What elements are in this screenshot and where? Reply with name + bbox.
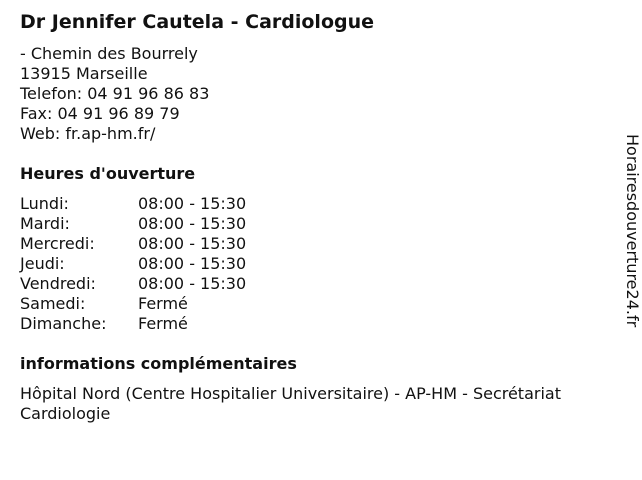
day-hours: 08:00 - 15:30 <box>138 234 247 253</box>
day-hours: Fermé <box>138 314 188 333</box>
hours-row <box>20 214 246 234</box>
hours-row <box>20 254 246 274</box>
day-label: Samedi: <box>20 294 86 313</box>
day-label: Mercredi: <box>20 234 95 253</box>
opening-hours-table <box>20 194 246 334</box>
contact-block <box>20 44 209 144</box>
day-hours: 08:00 - 15:30 <box>138 194 247 213</box>
additional-info-text: Hôpital Nord (Centre Hospitalier Universitaire) - AP-HM - Secrétariat Cardiologie <box>20 384 561 423</box>
hours-row <box>20 194 246 214</box>
fax-number: Fax: 04 91 96 89 79 <box>20 104 180 123</box>
phone-number: Telefon: 04 91 96 86 83 <box>20 84 210 103</box>
day-label: Lundi: <box>20 194 69 213</box>
website: Web: fr.ap-hm.fr/ <box>20 124 156 143</box>
site-brand-watermark: Horairesdouverture24.fr <box>623 134 642 328</box>
day-hours: 08:00 - 15:30 <box>138 214 247 233</box>
day-label: Jeudi: <box>20 254 65 273</box>
hours-row <box>20 294 246 314</box>
city-postcode: 13915 Marseille <box>20 64 148 83</box>
hours-row <box>20 314 246 334</box>
day-hours: 08:00 - 15:30 <box>138 254 247 273</box>
hours-row <box>20 274 246 294</box>
day-label: Vendredi: <box>20 274 96 293</box>
additional-info-heading: informations complémentaires <box>20 354 297 373</box>
hours-row <box>20 234 246 254</box>
street-address: - Chemin des Bourrely <box>20 44 198 63</box>
hours-heading: Heures d'ouverture <box>20 164 196 183</box>
page-title: Dr Jennifer Cautela - Cardiologue <box>20 11 375 33</box>
day-label: Mardi: <box>20 214 70 233</box>
day-hours: Fermé <box>138 294 188 313</box>
day-hours: 08:00 - 15:30 <box>138 274 247 293</box>
day-label: Dimanche: <box>20 314 107 333</box>
